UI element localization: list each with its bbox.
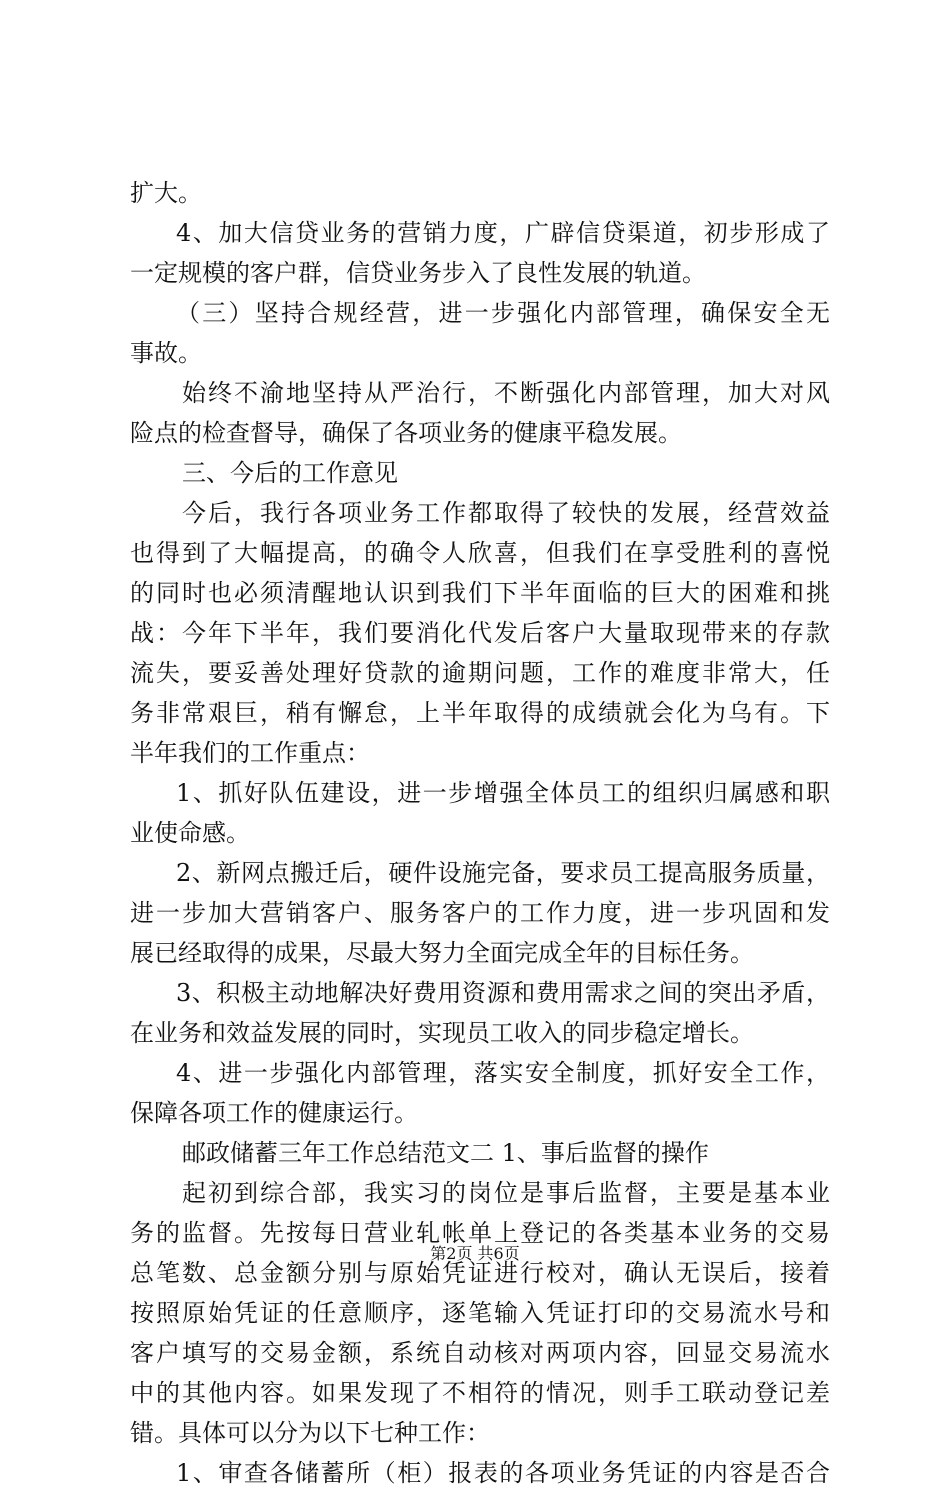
text-line: 的同时也必须清醒地认识到我们下半年面临的巨大的困难和挑 bbox=[130, 579, 830, 607]
page-footer: 第2页 共6页 bbox=[430, 1244, 520, 1263]
text-line: 今后，我行各项业务工作都取得了较快的发展，经营效益 bbox=[182, 499, 830, 527]
text-line: 4、加大信贷业务的营销力度，广辟信贷渠道，初步形成了 bbox=[176, 219, 830, 247]
text-line: 4、进一步强化内部管理，落实安全制度，抓好安全工作， bbox=[176, 1059, 830, 1087]
text-line: 事故。 bbox=[130, 339, 202, 367]
text-line: 展已经取得的成果，尽最大努力全面完成全年的目标任务。 bbox=[130, 939, 754, 967]
text-line: 邮政储蓄三年工作总结范文二 1、事后监督的操作 bbox=[182, 1139, 709, 1167]
text-line: 战：今年下半年，我们要消化代发后客户大量取现带来的存款 bbox=[130, 619, 830, 647]
text-line: 总笔数、总金额分别与原始凭证进行校对，确认无误后，接着 bbox=[130, 1259, 830, 1287]
text-line: 2、新网点搬迁后，硬件设施完备，要求员工提高服务质量， bbox=[176, 859, 830, 887]
text-line: 业使命感。 bbox=[130, 819, 250, 847]
text-line: 也得到了大幅提高，的确令人欣喜，但我们在享受胜利的喜悦 bbox=[130, 539, 830, 567]
text-line: 起初到综合部，我实习的岗位是事后监督，主要是基本业 bbox=[182, 1179, 830, 1207]
text-line: （三）坚持合规经营，进一步强化内部管理，确保安全无 bbox=[176, 299, 830, 327]
text-line: 按照原始凭证的任意顺序，逐笔输入凭证打印的交易流水号和 bbox=[130, 1299, 830, 1327]
text-line: 客户填写的交易金额，系统自动核对两项内容，回显交易流水 bbox=[130, 1339, 830, 1367]
text-line: 始终不渝地坚持从严治行，不断强化内部管理，加大对风 bbox=[182, 379, 830, 407]
text-line: 进一步加大营销客户、服务客户的工作力度，进一步巩固和发 bbox=[130, 899, 830, 927]
text-line: 务的监督。先按每日营业轧帐单上登记的各类基本业务的交易 bbox=[130, 1219, 830, 1247]
text-line: 险点的检查督导，确保了各项业务的健康平稳发展。 bbox=[130, 419, 682, 447]
document-body bbox=[130, 173, 830, 1493]
text-line: 扩大。 bbox=[130, 179, 202, 207]
text-line: 半年我们的工作重点： bbox=[130, 739, 370, 767]
text-line: 错。具体可以分为以下七种工作： bbox=[130, 1419, 490, 1447]
text-line: 三、今后的工作意见 bbox=[182, 459, 398, 487]
text-line: 一定规模的客户群，信贷业务步入了良性发展的轨道。 bbox=[130, 259, 706, 287]
text-line: 流失，要妥善处理好贷款的逾期问题，工作的难度非常大，任 bbox=[130, 659, 830, 687]
text-line: 保障各项工作的健康运行。 bbox=[130, 1099, 418, 1127]
text-line: 1、抓好队伍建设，进一步增强全体员工的组织归属感和职 bbox=[176, 779, 830, 807]
text-line: 务非常艰巨，稍有懈怠，上半年取得的成绩就会化为乌有。下 bbox=[130, 699, 830, 727]
text-line: 在业务和效益发展的同时，实现员工收入的同步稳定增长。 bbox=[130, 1019, 754, 1047]
text-line: 1、审查各储蓄所（柜）报表的各项业务凭证的内容是否合 bbox=[176, 1459, 830, 1487]
text-line: 3、积极主动地解决好费用资源和费用需求之间的突出矛盾， bbox=[176, 979, 830, 1007]
text-line: 中的其他内容。如果发现了不相符的情况，则手工联动登记差 bbox=[130, 1379, 830, 1407]
